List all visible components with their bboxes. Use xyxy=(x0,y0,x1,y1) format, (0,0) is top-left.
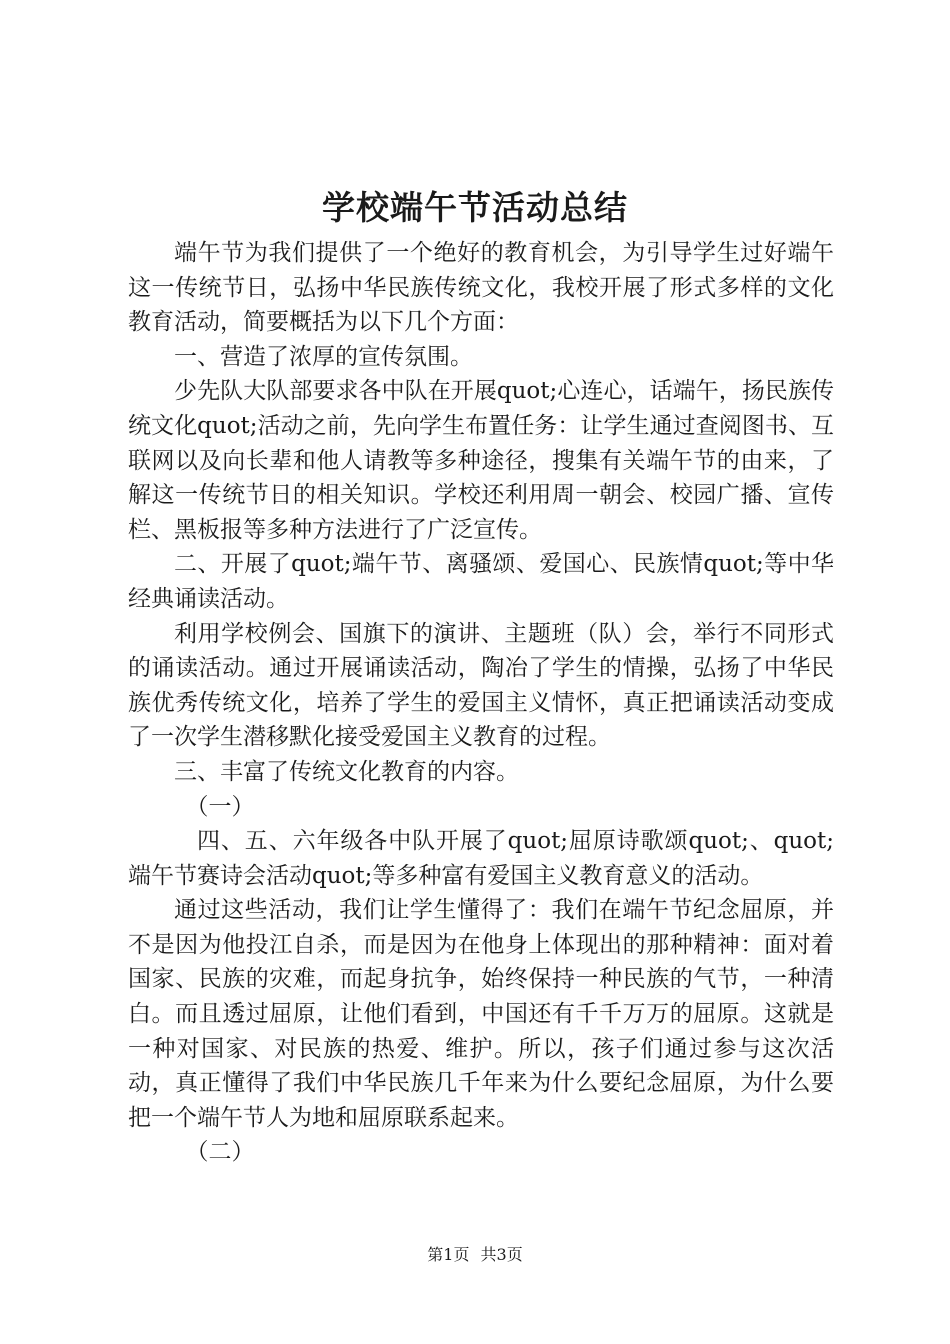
document-title: 学校端午节活动总结 xyxy=(322,188,628,227)
page-total: 共3页 xyxy=(480,1245,523,1264)
page-footer xyxy=(0,1244,950,1266)
document-body xyxy=(128,236,834,1170)
section-heading-3: 三、丰富了传统文化教育的内容。 xyxy=(174,758,519,785)
subsection-1-paragraph: 四、五、六年级各中队开展了quot;屈原诗歌颂quot;、quot;端午节赛诗会活动quot;等多种富有爱国主义教育意义的活动。 xyxy=(128,828,834,889)
subsection-label-1: （一） xyxy=(185,793,255,820)
section-3-paragraph: 通过这些活动，我们让学生懂得了：我们在端午节纪念屈原，并不是因为他投江自杀，而是因为在他身上体现出的那种精神：面对着国家、民族的灾难，而起身抗争，始终保持一种民族的气节，一种清白。而且透过屈原，让他们看到，中国还有千千万万的屈原。这就是一种对国家、对民族的热爱、维护。所以，孩子们通过参与这次活动，真正懂得了我们中华民族几千年来为什么要纪念屈原，为什么要把一个端午节人为地和屈原联系起来。 xyxy=(128,897,834,1131)
section-1-paragraph: 少先队大队部要求各中队在开展quot;心连心，话端午，扬民族传统文化quot;活动之前，先向学生布置任务：让学生通过查阅图书、互联网以及向长辈和他人请教等多种途径，搜集有关端午节的由来，了解这一传统节日的相关知识。学校还利用周一朝会、校园广播、宣传栏、黑板报等多种方法进行了广泛宣传。 xyxy=(128,378,834,543)
page-number: 第1页 xyxy=(427,1245,470,1264)
section-heading-2: 二、开展了quot;端午节、离骚颂、爱国心、民族情quot;等中华经典诵读活动。 xyxy=(128,551,834,612)
section-2-paragraph: 利用学校例会、国旗下的演讲、主题班（队）会，举行不同形式的诵读活动。通过开展诵读活动，陶冶了学生的情操，弘扬了中华民族优秀传统文化，培养了学生的爱国主义情怀，真正把诵读活动变成了一次学生潜移默化接受爱国主义教育的过程。 xyxy=(128,620,834,751)
section-heading-1: 一、营造了浓厚的宣传氛围。 xyxy=(174,343,473,370)
subsection-label-2: （二） xyxy=(185,1139,255,1166)
intro-paragraph: 端午节为我们提供了一个绝好的教育机会，为引导学生过好端午这一传统节日，弘扬中华民族传统文化，我校开展了形式多样的文化教育活动，简要概括为以下几个方面： xyxy=(128,240,834,336)
